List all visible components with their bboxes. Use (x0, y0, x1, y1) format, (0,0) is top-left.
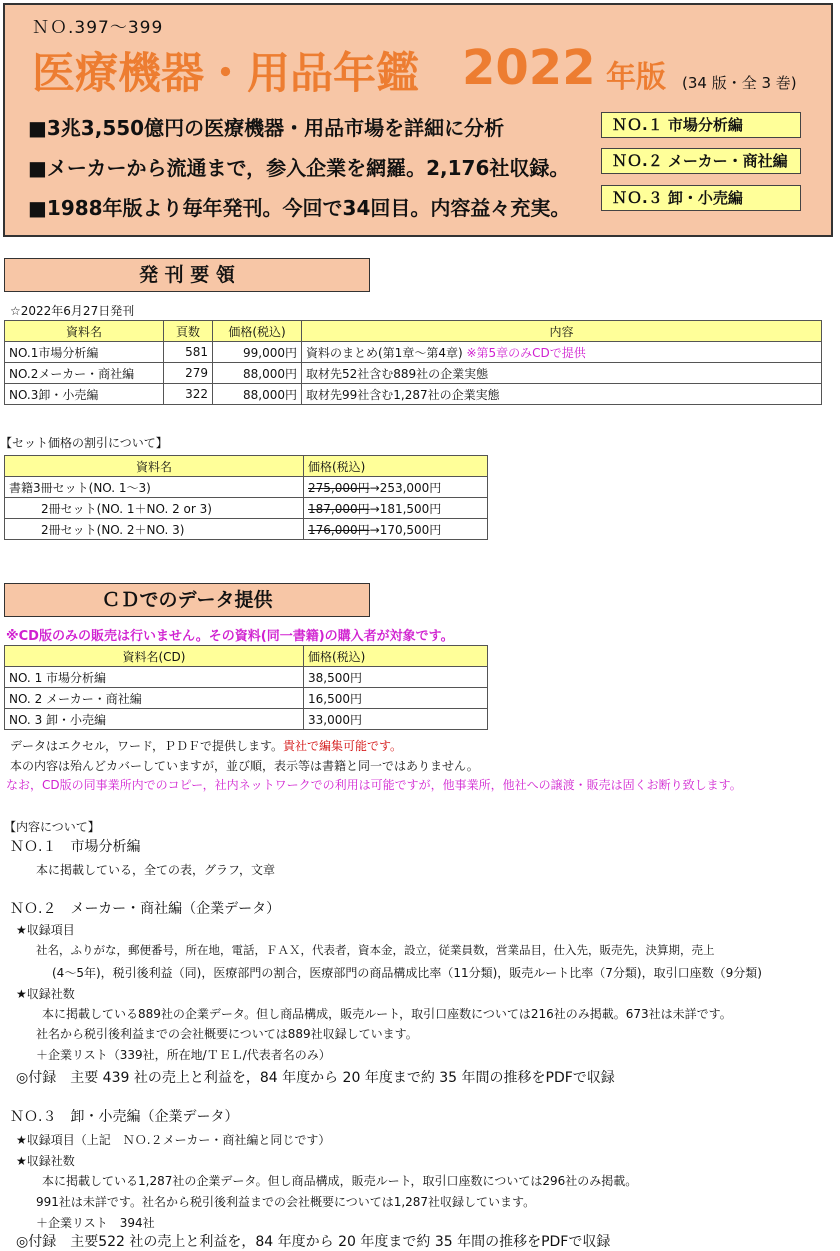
table-row (5, 384, 822, 405)
cell-name: NO.2メーカー・商社編 (5, 363, 164, 384)
book-title: 医療機器・用品年鑑 (32, 49, 419, 99)
table-header-row (5, 321, 822, 342)
cell-pages: 322 (164, 384, 213, 405)
cell-content (302, 342, 822, 363)
cell-pages: 279 (164, 363, 213, 384)
cell-price: 99,000円 (213, 342, 302, 363)
publication-date: ☆2022年6月27日発刊 (10, 304, 135, 318)
no2-count-2: 社名から税引後利益までの会社概要については889社収録しています。 (36, 1027, 418, 1041)
no2-items-2: (4～5年)，税引後利益（同)，医療部門の割合，医療部門の商品構成比率（11分類)，販売ルート比率（7分類)，取引口座数（9分類) (52, 966, 762, 980)
old-price: 176,000円 (308, 522, 370, 537)
no1-body: 本に掲載している，全ての表，グラフ，文章 (36, 863, 276, 877)
set-price-heading: 【セット価格の割引について】 (0, 436, 168, 450)
col-name: 資料名(CD) (5, 646, 304, 667)
no3-list: ＋企業リスト 394社 (36, 1216, 155, 1230)
issue-number: ＮＯ.397～399 (32, 18, 164, 38)
no3-count-1: 本に掲載している1,287社の企業データ。但し商品構成，販売ルート，取引口座数については296社のみ掲載。 (42, 1174, 638, 1188)
publication-table (4, 320, 822, 405)
no2-count-1: 本に掲載している889社の企業データ。但し商品構成，販売ルート，取引口座数については216社のみ掲載。673社は未詳です。 (42, 1007, 732, 1021)
book-year: 2022 (462, 40, 596, 96)
header-bullet: ■3兆3,550億円の医療機器・用品市場を詳細に分析 (28, 116, 505, 140)
cell-name: NO.3卸・小売編 (5, 384, 164, 405)
arrow: → (369, 522, 380, 537)
col-content: 内容 (302, 321, 822, 342)
contents-heading: 【内容について】 (4, 820, 100, 834)
table-header-row (5, 646, 488, 667)
cell-name: 2冊セット(NO. 1＋NO. 2 or 3) (5, 498, 304, 519)
volume-label-3: ＮＯ.３ 卸・小売編 (601, 185, 801, 211)
cd-heading: ＣＤでのデータ提供 (4, 583, 370, 617)
edition-sub: (34 版・全 3 巻) (682, 74, 797, 92)
cell-name: NO. 1 市場分析編 (5, 667, 304, 688)
volume-label-2: ＮＯ.２ メーカー・商社編 (601, 148, 801, 174)
no2-title: ＮＯ.２ メーカー・商社編（企業データ） (10, 901, 281, 917)
header-bullet: ■メーカーから流通まで，参入企業を網羅。2,176社収録。 (28, 156, 570, 180)
old-price: 187,000円 (308, 501, 370, 516)
cell-price: 38,500円 (304, 667, 488, 688)
cell-name: 書籍3冊セット(NO. 1～3) (5, 477, 304, 498)
col-price: 価格(税込) (304, 456, 488, 477)
table-row (5, 688, 488, 709)
no2-items-label: ★収録項目 (16, 923, 75, 937)
cd-note-1 (10, 737, 402, 754)
cell-price (304, 519, 488, 540)
col-pages: 頁数 (164, 321, 213, 342)
header-bullet: ■1988年版より毎年発刊。今回で34回目。内容益々充実。 (28, 196, 571, 220)
table-row (5, 342, 822, 363)
cell-price (304, 477, 488, 498)
col-price: 価格(税込) (213, 321, 302, 342)
table-row (5, 667, 488, 688)
no1-title: ＮＯ.１ 市場分析編 (10, 839, 141, 855)
no2-appendix: ◎付録 主要 439 社の売上と利益を，84 年度から 20 年度まで約 35 年間の推移をPDFで収録 (16, 1070, 615, 1086)
cd-note-1-red: 貴社で編集可能です。 (283, 739, 403, 753)
cell-name: NO. 3 卸・小売編 (5, 709, 304, 730)
table-row (5, 519, 488, 540)
cd-note-1-text: データはエクセル，ワード，ＰＤＦで提供します。 (10, 739, 284, 753)
no2-items-1: 社名，ふりがな，郵便番号，所在地，電話，ＦＡＸ，代表者，資本金，設立，従業員数，営業品目，仕入先，販売先，決算期，売上 (36, 943, 715, 957)
new-price: 181,500円 (379, 501, 442, 516)
no3-title: ＮＯ.３ 卸・小売編（企業データ） (10, 1109, 239, 1125)
arrow: → (369, 501, 380, 516)
cd-table (4, 645, 488, 730)
cell-name: NO.1市場分析編 (5, 342, 164, 363)
table-row (5, 363, 822, 384)
col-price: 価格(税込) (304, 646, 488, 667)
cell-price: 16,500円 (304, 688, 488, 709)
table-row (5, 709, 488, 730)
col-name: 資料名 (5, 321, 164, 342)
new-price: 253,000円 (379, 480, 442, 495)
cell-name: NO. 2 メーカー・商社編 (5, 688, 304, 709)
volume-label-1: ＮＯ.１ 市場分析編 (601, 112, 801, 138)
cell-content: 取材先99社含む1,287社の企業実態 (302, 384, 822, 405)
cell-price: 33,000円 (304, 709, 488, 730)
no3-appendix: ◎付録 主要522 社の売上と利益を，84 年度から 20 年度まで約 35 年間の推移をPDFで収録 (16, 1234, 611, 1250)
arrow: → (369, 480, 380, 495)
col-name: 資料名 (5, 456, 304, 477)
set-price-table (4, 455, 488, 540)
publication-heading: 発 刊 要 領 (4, 258, 370, 292)
content-note: ※第5章のみCDで提供 (466, 345, 586, 360)
table-row (5, 498, 488, 519)
no2-list: ＋企業リスト（339社，所在地/ＴＥＬ/代表者名のみ） (36, 1048, 331, 1062)
new-price: 170,500円 (379, 522, 442, 537)
cd-note-2: 本の内容は殆んどカバーしていますが，並び順，表示等は書籍と同一ではありません。 (10, 759, 479, 773)
content-text: 資料のまとめ(第1章～第4章) (306, 345, 463, 360)
cell-pages: 581 (164, 342, 213, 363)
no3-count-label: ★収録社数 (16, 1154, 75, 1168)
cell-price: 88,000円 (213, 384, 302, 405)
cell-price (304, 498, 488, 519)
cd-warning: ※CD版のみの販売は行いません。その資料(同一書籍)の購入者が対象です。 (6, 629, 454, 644)
cell-name: 2冊セット(NO. 2＋NO. 3) (5, 519, 304, 540)
cell-price: 88,000円 (213, 363, 302, 384)
table-header-row (5, 456, 488, 477)
table-row (5, 477, 488, 498)
cell-content: 取材先52社含む889社の企業実態 (302, 363, 822, 384)
old-price: 275,000円 (308, 480, 370, 495)
edition-label: 年版 (606, 60, 666, 95)
no3-items-label: ★収録項目（上記 ＮＯ.２メーカー・商社編と同じです） (16, 1133, 331, 1147)
cd-note-3: なお，CD版の同事業所内でのコピー，社内ネットワークでの利用は可能ですが，他事業所，他社への譲渡・販売は固くお断り致します。 (6, 778, 742, 792)
no2-count-label: ★収録社数 (16, 987, 75, 1001)
no3-count-2: 991社は未詳です。社名から税引後利益までの会社概要については1,287社収録しています。 (36, 1195, 536, 1209)
